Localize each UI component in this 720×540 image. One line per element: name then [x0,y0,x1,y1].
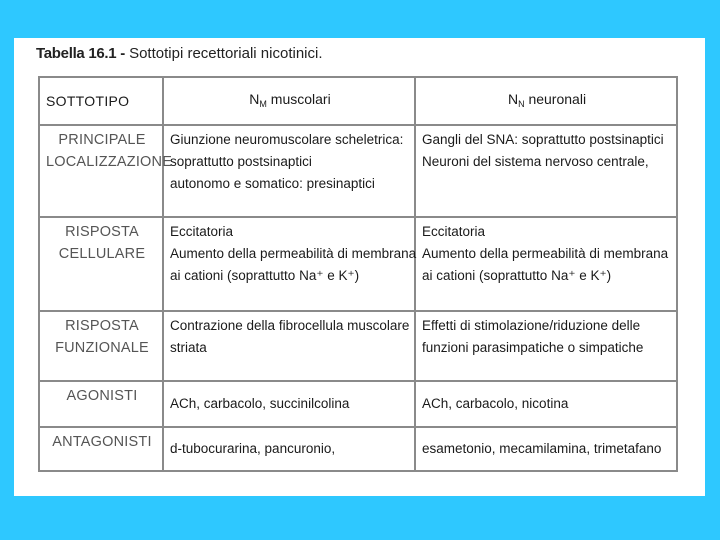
header-nm-base: N [249,90,260,107]
cell-line: Contrazione della fibrocellula muscolare [170,318,410,333]
cell-line: Eccitatoria [422,224,486,239]
table-row [39,217,677,311]
cell-line: striata [170,340,207,355]
subtype-line: RISPOSTA [65,224,139,240]
header-nn-base: N [507,90,519,107]
header-sottotipo: SOTTOTIPO [39,77,163,125]
table-row [39,381,677,427]
subtype-line: PRINCIPALE [58,132,146,148]
subtype-line: AGONISTI [66,388,138,404]
subtype-cell [39,427,163,471]
cell-line: funzioni parasimpatiche o simpatiche [422,340,644,355]
muscolari-cell [163,311,415,381]
subtype-line: LOCALIZZAZIONE [46,154,173,170]
muscolari-cell [163,381,415,427]
header-nn-rest: neuronali [524,90,587,107]
cell-line: Gangli del SNA: soprattutto postsinaptici [422,132,664,147]
cell-line: ai cationi (soprattutto Na⁺ e K⁺) [422,268,612,283]
subtype-cell [39,311,163,381]
table-row [39,125,677,217]
neuronali-cell [415,125,677,217]
table-header-row [39,77,677,125]
header-nn-sub: N [518,98,525,109]
cell-line: Giunzione neuromuscolare scheletrica: [170,132,404,147]
header-nn-neuronali [415,77,677,125]
subtype-cell [39,217,163,311]
neuronali-cell [415,217,677,311]
muscolari-cell [163,125,415,217]
subtype-cell [39,381,163,427]
cell-line: ACh, carbacolo, succinilcolina [170,396,350,411]
neuronali-cell [415,381,677,427]
table-body [39,125,677,471]
table-row [39,311,677,381]
header-nm-sub: M [259,98,267,109]
table-row [39,427,677,471]
caption-title: Sottotipi recettoriali nicotinici. [129,45,323,62]
cell-line: ai cationi (soprattutto Na⁺ e K⁺) [170,268,360,283]
cell-line: Aumento della permeabilità di membrana [422,246,669,261]
table-caption [36,45,323,62]
cell-line: Neuroni del sistema nervoso centrale, [422,154,649,169]
neuronali-cell [415,427,677,471]
cell-line: ACh, carbacolo, nicotina [422,396,569,411]
muscolari-cell [163,217,415,311]
subtype-line: CELLULARE [58,246,146,262]
muscolari-cell [163,427,415,471]
header-nm-rest: muscolari [266,90,331,107]
cell-line: Effetti di stimolazione/riduzione delle [422,318,641,333]
subtype-cell [39,125,173,217]
receptor-table [38,76,678,472]
subtype-line: FUNZIONALE [55,340,149,356]
cell-line: Eccitatoria [170,224,234,239]
cell-line: soprattutto postsinaptici [170,154,312,169]
cell-line: esametonio, mecamilamina, trimetafano [422,441,662,456]
cell-line: Aumento della permeabilità di membrana [170,246,417,261]
neuronali-cell [415,311,677,381]
header-nm-muscolari [163,77,415,125]
cell-line: d-tubocurarina, pancuronio, [170,441,336,456]
cell-line: autonomo e somatico: presinaptici [170,176,375,191]
subtype-line: ANTAGONISTI [52,434,152,450]
caption-label: Tabella 16.1 - [36,45,125,62]
document-page [14,38,705,496]
subtype-line: RISPOSTA [65,318,139,334]
